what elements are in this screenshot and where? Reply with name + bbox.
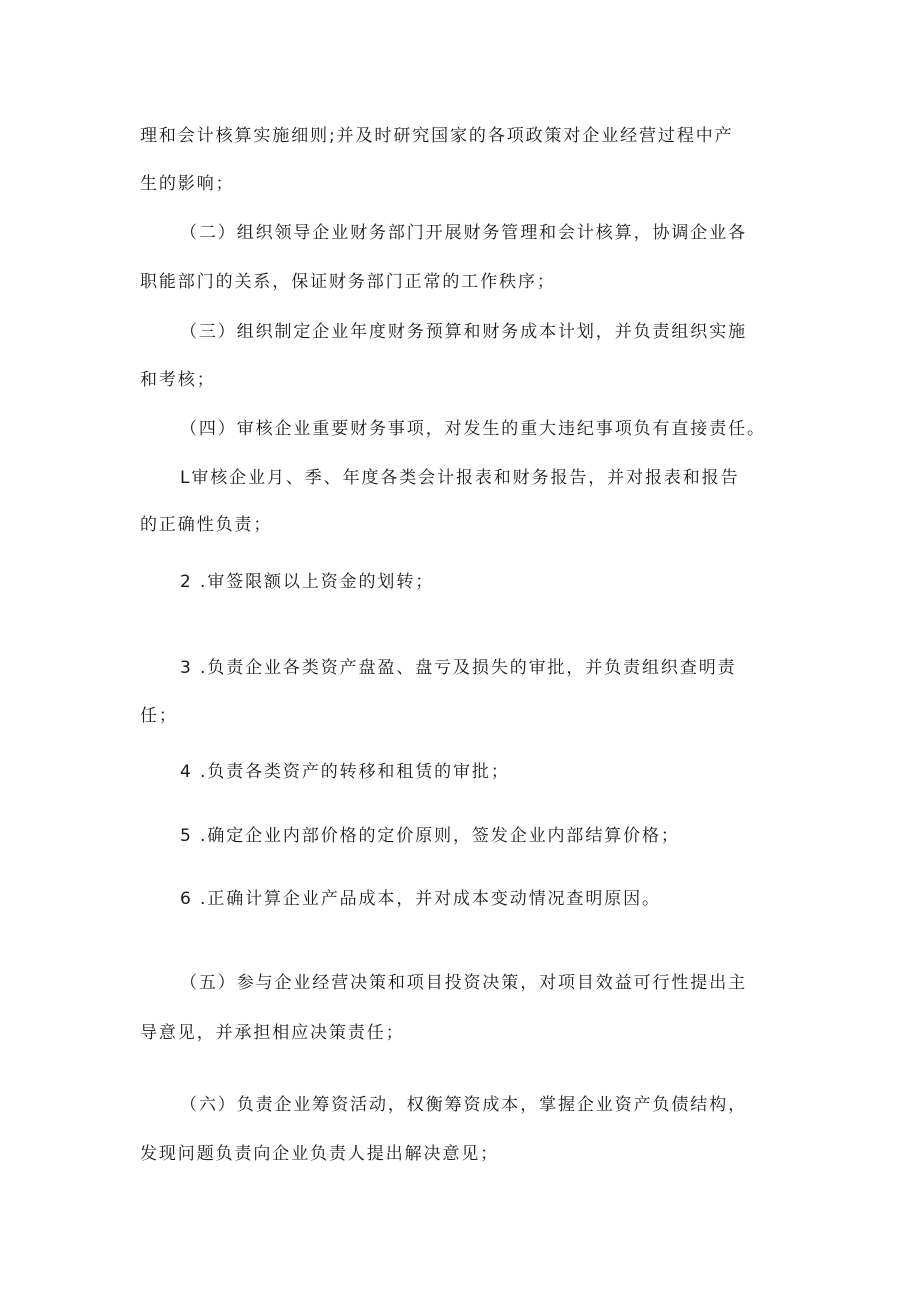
section-6-line-1: （六）负责企业筹资活动，权衡筹资成本，掌握企业资产负债结构， [180, 1095, 747, 1115]
item-1-line-2: 的正确性负责； [140, 515, 273, 535]
section-2-line-2: 职能部门的关系，保证财务部门正常的工作秩序； [140, 272, 556, 292]
item-4-line: 4 .负责各类资产的转移和租赁的审批； [180, 762, 510, 782]
text-line-1: 理和会计核算实施细则;并及时研究国家的各项政策对企业经营过程中产 [140, 126, 734, 146]
section-5-line-1: （五）参与企业经营决策和项目投资决策，对项目效益可行性提出主 [180, 973, 747, 993]
item-5-line: 5 .确定企业内部价格的定价原则，签发企业内部结算价格； [180, 826, 680, 846]
section-3-line-2: 和考核； [140, 370, 216, 390]
section-5-line-2: 导意见，并承担相应决策责任； [140, 1023, 405, 1043]
section-2-line-1: （二）组织领导企业财务部门开展财务管理和会计核算，协调企业各 [180, 223, 747, 243]
item-1-line-1: L审核企业月、季、年度各类会计报表和财务报告，并对报表和报告 [180, 468, 740, 488]
section-4-line: （四）审核企业重要财务事项，对发生的重大违纪事项负有直接责任。 [180, 419, 766, 439]
section-3-line-1: （三）组织制定企业年度财务预算和财务成本计划，并负责组织实施 [180, 322, 747, 342]
item-6-line: 6 .正确计算企业产品成本，并对成本变动情况查明原因。 [180, 889, 661, 909]
item-2-line: 2 .审签限额以上资金的划转； [180, 572, 435, 592]
section-6-line-2: 发现问题负责向企业负责人提出解决意见； [140, 1144, 500, 1164]
text-line-2: 生的影响； [140, 174, 235, 194]
item-3-line-1: 3 .负责企业各类资产盘盈、盘亏及损失的审批，并负责组织查明责 [180, 658, 737, 678]
item-3-line-2: 任； [140, 706, 178, 726]
